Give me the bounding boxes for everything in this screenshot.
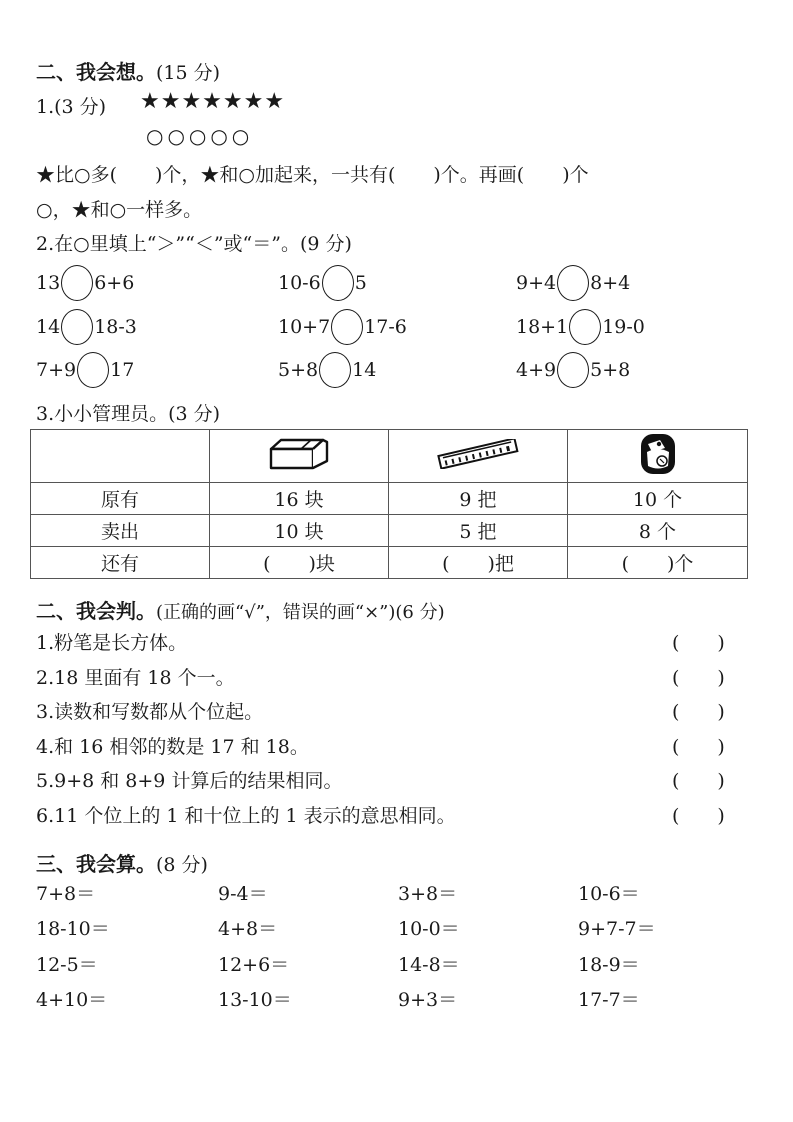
- section-score: (15 分): [156, 62, 221, 84]
- table-cell: 9 把: [389, 483, 568, 515]
- compare-right: 17-6: [364, 316, 407, 338]
- compare-right: 8+4: [590, 272, 631, 294]
- judge-item: 4.和 16 相邻的数是 17 和 18。: [36, 735, 309, 758]
- answer-circle[interactable]: [569, 309, 601, 345]
- q1-text-line1: ★比○多( )个，★和○加起来，一共有( )个。再画( )个: [36, 164, 589, 186]
- compare-left: 5+8: [278, 359, 319, 381]
- eraser-cell: [210, 430, 389, 483]
- compare-left: 10-6: [278, 272, 321, 294]
- compare-left: 13: [36, 272, 61, 294]
- calc-problem: 3+8＝: [398, 883, 458, 905]
- calc-problem: 4+8＝: [218, 918, 278, 940]
- answer-circle[interactable]: [557, 265, 589, 301]
- inventory-table: [30, 429, 748, 579]
- table-cell: 5 把: [389, 515, 568, 547]
- answer-circle[interactable]: [77, 352, 109, 388]
- table-corner-cell: [31, 430, 210, 483]
- calc-problem: 9+7-7＝: [578, 918, 656, 940]
- compare-right: 17: [110, 359, 135, 381]
- table-cell[interactable]: ( )个: [568, 547, 748, 579]
- answer-circle[interactable]: [322, 265, 354, 301]
- answer-circle[interactable]: [319, 352, 351, 388]
- judge-answer-blank[interactable]: ( ): [672, 735, 725, 758]
- judge-item: 3.读数和写数都从个位起。: [36, 701, 264, 723]
- calc-problem: 10-6＝: [578, 883, 640, 905]
- row-label: 还有: [31, 547, 210, 579]
- table-row: [31, 483, 748, 515]
- compare-item: [36, 309, 137, 345]
- calc-problem: 7+8＝: [36, 883, 96, 905]
- section-title: 二、我会想。: [36, 60, 156, 84]
- answer-circle[interactable]: [61, 265, 93, 301]
- compare-right: 5+8: [590, 359, 631, 381]
- calc-problem: 12+6＝: [218, 954, 290, 976]
- q1-text-line2: ○，★和○一样多。: [36, 199, 203, 221]
- calc-problem: 10-0＝: [398, 918, 460, 940]
- answer-circle[interactable]: [331, 309, 363, 345]
- compare-right: 19-0: [602, 316, 645, 338]
- compare-right: 6+6: [94, 272, 135, 294]
- ruler-cell: [389, 430, 568, 483]
- compare-left: 14: [36, 316, 61, 338]
- pencil-sharpener-icon: [638, 432, 678, 476]
- compare-item: [278, 265, 367, 301]
- judge-item: 1.粉笔是长方体。: [36, 632, 188, 654]
- stars-row: ★★★★★★★: [140, 89, 286, 114]
- compare-item: [516, 265, 630, 301]
- circles-row: ○○○○○: [146, 124, 254, 148]
- judge-item: 2.18 里面有 18 个一。: [36, 666, 235, 689]
- calc-problem: 9+3＝: [398, 989, 458, 1011]
- table-cell[interactable]: ( )块: [210, 547, 389, 579]
- compare-item: [278, 309, 407, 345]
- compare-right: 18-3: [94, 316, 137, 338]
- section-title: 三、我会算。: [36, 852, 156, 876]
- table-cell: 16 块: [210, 483, 389, 515]
- compare-item: [36, 352, 134, 388]
- section-title: 二、我会判。: [36, 599, 156, 623]
- judge-answer-blank[interactable]: ( ): [672, 666, 725, 689]
- row-label: 原有: [31, 483, 210, 515]
- compare-item: [516, 309, 645, 345]
- q2-label: 2.在○里填上“＞”“＜”或“＝”。(9 分): [36, 233, 352, 255]
- judge-item: 5.9+8 和 8+9 计算后的结果相同。: [36, 770, 343, 792]
- section-judge-heading: [36, 595, 445, 624]
- table-row: [31, 515, 748, 547]
- table-header-row: [31, 430, 748, 483]
- calc-problem: 12-5＝: [36, 954, 98, 976]
- compare-left: 10+7: [278, 316, 331, 338]
- judge-answer-blank[interactable]: ( ): [672, 632, 725, 654]
- table-cell[interactable]: ( )把: [389, 547, 568, 579]
- section-calc-heading: [36, 848, 208, 877]
- calc-problem: 18-10＝: [36, 918, 110, 940]
- calc-problem: 13-10＝: [218, 989, 292, 1011]
- calc-problem: 4+10＝: [36, 989, 108, 1011]
- compare-item: [278, 352, 376, 388]
- compare-item: [36, 265, 134, 301]
- compare-left: 18+1: [516, 316, 569, 338]
- compare-left: 4+9: [516, 359, 557, 381]
- section-score: (8 分): [156, 854, 208, 876]
- compare-item: [516, 352, 630, 388]
- compare-right: 5: [354, 272, 367, 294]
- table-cell: 8 个: [568, 515, 748, 547]
- section-note: (正确的画“√”，错误的画“×”)(6 分): [156, 602, 445, 623]
- judge-answer-blank[interactable]: ( ): [672, 770, 725, 792]
- q3-label: 3.小小管理员。(3 分): [36, 403, 221, 425]
- eraser-icon: [267, 437, 331, 471]
- judge-item: 6.11 个位上的 1 和十位上的 1 表示的意思相同。: [36, 804, 456, 827]
- judge-answer-blank[interactable]: ( ): [672, 804, 725, 827]
- table-cell: 10 块: [210, 515, 389, 547]
- compare-right: 14: [352, 359, 377, 381]
- section-think-heading: [36, 56, 220, 85]
- ruler-icon: [435, 439, 521, 469]
- calc-problem: 9-4＝: [218, 883, 268, 905]
- compare-left: 7+9: [36, 359, 77, 381]
- sharpener-cell: [568, 430, 748, 483]
- answer-circle[interactable]: [557, 352, 589, 388]
- calc-problem: 17-7＝: [578, 989, 640, 1011]
- table-cell: 10 个: [568, 483, 748, 515]
- judge-answer-blank[interactable]: ( ): [672, 701, 725, 723]
- calc-problem: 18-9＝: [578, 954, 640, 976]
- table-row: [31, 547, 748, 579]
- compare-left: 9+4: [516, 272, 557, 294]
- row-label: 卖出: [31, 515, 210, 547]
- answer-circle[interactable]: [61, 309, 93, 345]
- q1-label: 1.(3 分): [36, 96, 107, 118]
- calc-problem: 14-8＝: [398, 954, 460, 976]
